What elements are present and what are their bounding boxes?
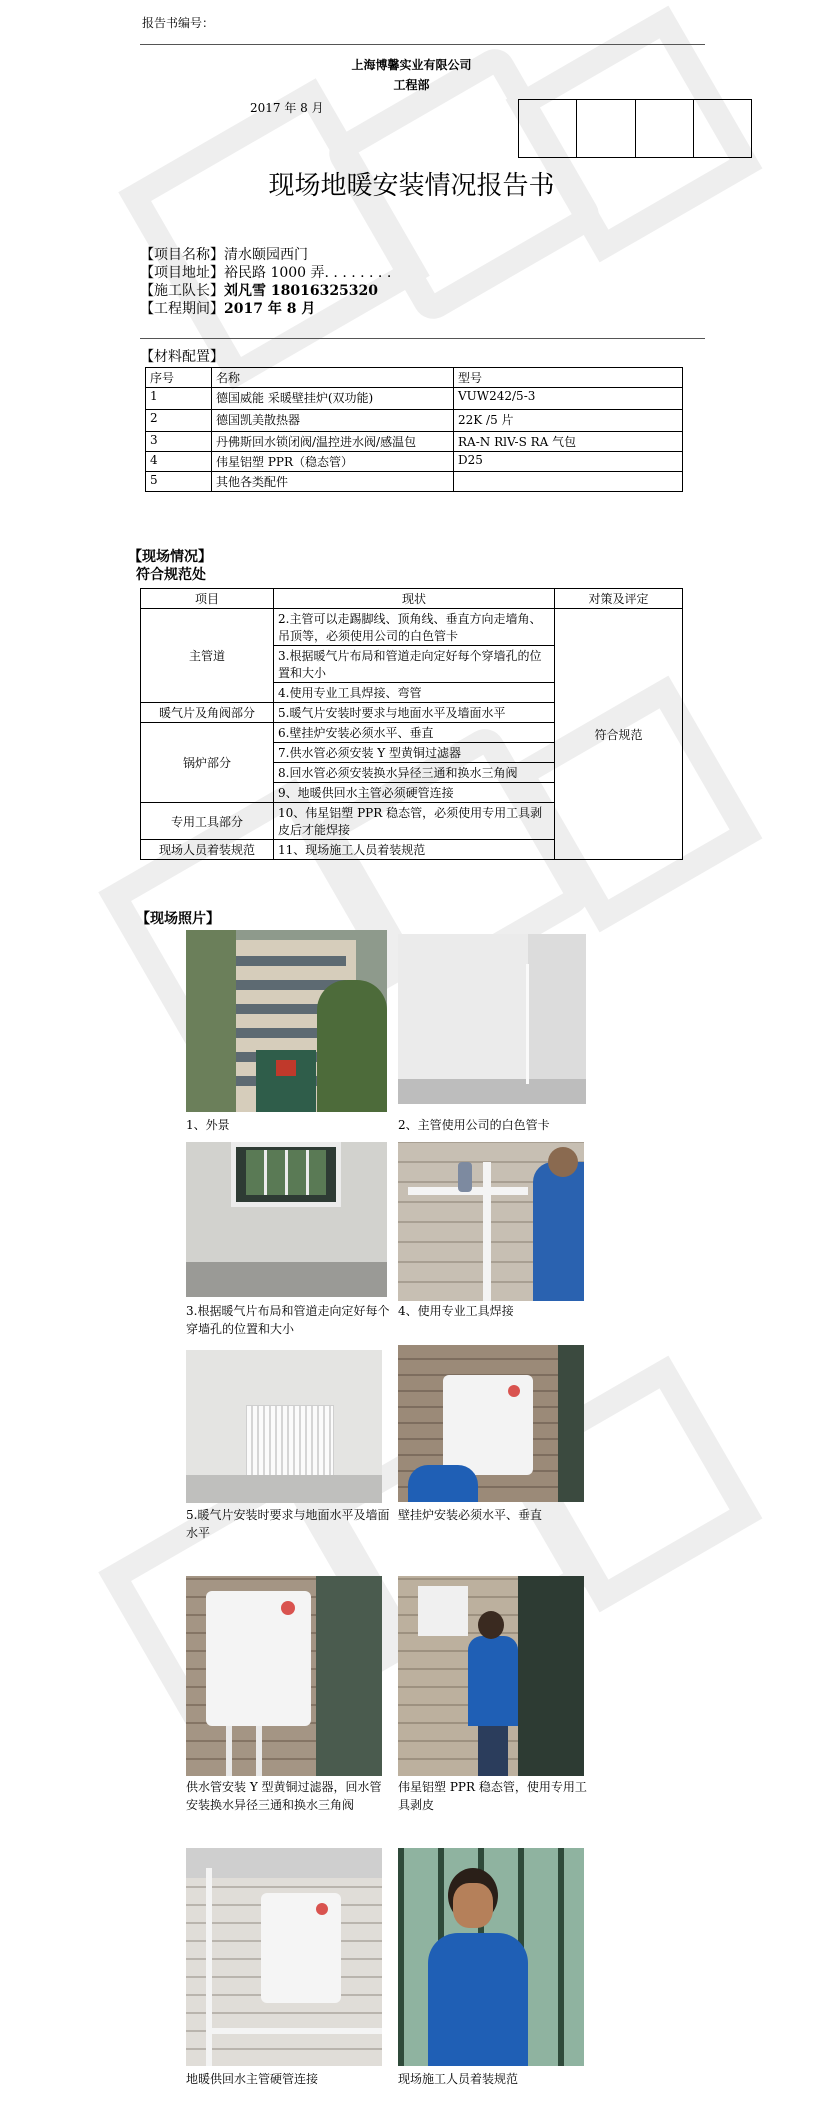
cell [454,472,683,492]
cell: 德国威能 采暖壁挂炉(双功能) [212,388,454,410]
materials-table [145,367,683,492]
cell: 10、伟星铝塑 PPR 稳态管，必须使用专用工具剥皮后才能焊接 [274,803,555,840]
project-address: 裕民路 1000 弄. . . . . . . . [224,265,392,281]
table-row [146,410,683,432]
project-name: 清水颐园西门 [224,247,308,263]
approval-box [577,100,635,157]
report-number-label: 报告书编号： [142,16,215,30]
cell: 4 [146,452,212,472]
table-row [146,432,683,452]
approval-box [694,100,751,157]
table-row [141,609,683,646]
group-cell: 现场人员着装规范 [141,840,274,860]
project-info [140,246,391,318]
white-wall-photo [398,934,586,1104]
report-date: 2017 年 8 月 [250,101,324,115]
photo-caption: 4、使用专业工具焊接 [398,1304,514,1318]
cell: 8.回水管必须安装换水异径三通和换水三角阀 [274,763,555,783]
ppr-pipe-photo [398,1576,584,1776]
photo-caption: 伟星铝塑 PPR 稳态管，使用专用工具剥皮 [398,1780,587,1812]
radiator-photo [186,1350,382,1503]
column-header: 序号 [146,368,212,388]
materials-heading: 【材料配置】 [140,349,224,365]
cell: 丹佛斯回水锁闭阀/温控进水阀/感温包 [212,432,454,452]
cell: 伟星铝塑 PPR（稳态管） [212,452,454,472]
site-heading: 【现场情况】 [128,549,212,565]
photos-heading: 【现场照片】 [136,911,220,927]
cell: 22K /5 片 [454,410,683,432]
photo-caption: 3.根据暖气片布局和管道走向定好每个穿墙孔的位置和大小 [186,1304,390,1336]
field-label: 【施工队长】 [140,283,224,299]
photo-caption: 地暖供回水主管硬管连接 [186,2072,319,2086]
staff-photo [398,1848,584,2066]
verdict-cell: 符合规范 [555,609,683,860]
cell: 9、地暖供回水主管必须硬管连接 [274,783,555,803]
site-table [140,588,683,860]
cell: 3 [146,432,212,452]
cell: 7.供水管必须安装 Y 型黄铜过滤器 [274,743,555,763]
boiler-photo [398,1345,584,1502]
report-title: 现场地暖安装情况报告书 [268,171,555,201]
cell: 3.根据暖气片布局和管道走向定好每个穿墙孔的位置和大小 [274,646,555,683]
department: 工程部 [393,78,430,92]
photo-caption: 现场施工人员着装规范 [398,2072,519,2086]
field-label: 【项目地址】 [140,265,224,281]
table-row [146,452,683,472]
photo-caption: 供水管安装 Y 型黄铜过滤器，回水管安装换水异径三通和换水三角阀 [186,1780,382,1812]
watermark [120,40,720,400]
cell: RA-N RlV-S RA 气包 [454,432,683,452]
field-label: 【工程期间】 [140,301,224,317]
project-leader-row [140,282,391,300]
photo-caption: 1、外景 [186,1118,230,1132]
cell: VUW242/5-3 [454,388,683,410]
cell: 1 [146,388,212,410]
column-header: 名称 [212,368,454,388]
project-leader: 刘凡雪 18016325320 [224,283,379,299]
photo-caption: 2、主管使用公司的白色管卡 [398,1118,550,1132]
approval-boxes [518,99,752,158]
table-row [146,388,683,410]
photo-caption: 壁挂炉安装必须水平、垂直 [398,1508,543,1522]
section-rule [140,338,705,339]
photo-caption: 5.暖气片安装时要求与地面水平及墙面水平 [186,1508,390,1540]
column-header: 项目 [141,589,274,609]
project-period-row [140,300,391,318]
cell: 5 [146,472,212,492]
column-header: 型号 [454,368,683,388]
group-cell: 专用工具部分 [141,803,274,840]
group-cell: 暖气片及角阀部分 [141,703,274,723]
cell: 11、现场施工人员着装规范 [274,840,555,860]
window-photo [186,1142,387,1297]
table-header-row [141,589,683,609]
column-header: 现状 [274,589,555,609]
group-cell: 锅炉部分 [141,723,274,803]
approval-box [636,100,694,157]
cell: 6.壁挂炉安装必须水平、垂直 [274,723,555,743]
project-name-row [140,246,391,264]
cell: 德国凯美散热器 [212,410,454,432]
exterior-photo [186,930,387,1112]
cell: 4.使用专业工具焊接、弯管 [274,683,555,703]
approval-box [519,100,577,157]
table-header-row [146,368,683,388]
field-label: 【项目名称】 [140,247,224,263]
cell: 2.主管可以走踢脚线、顶角线、垂直方向走墙角、吊顶等，必须使用公司的白色管卡 [274,609,555,646]
project-address-row [140,264,391,282]
boiler-pipes-photo [186,1576,382,1776]
cell: 2 [146,410,212,432]
cell: 其他各类配件 [212,472,454,492]
cell: 5.暖气片安装时要求与地面水平及墙面水平 [274,703,555,723]
group-cell: 主管道 [141,609,274,703]
column-header: 对策及评定 [555,589,683,609]
welding-photo [398,1142,584,1301]
site-subheading: 符合规范处 [136,567,206,583]
table-row [146,472,683,492]
company-name: 上海博馨实业有限公司 [351,58,472,72]
project-period: 2017 年 8 月 [224,301,316,317]
cell: D25 [454,452,683,472]
header-rule [140,44,705,45]
heating-main-pipe-photo [186,1848,382,2066]
